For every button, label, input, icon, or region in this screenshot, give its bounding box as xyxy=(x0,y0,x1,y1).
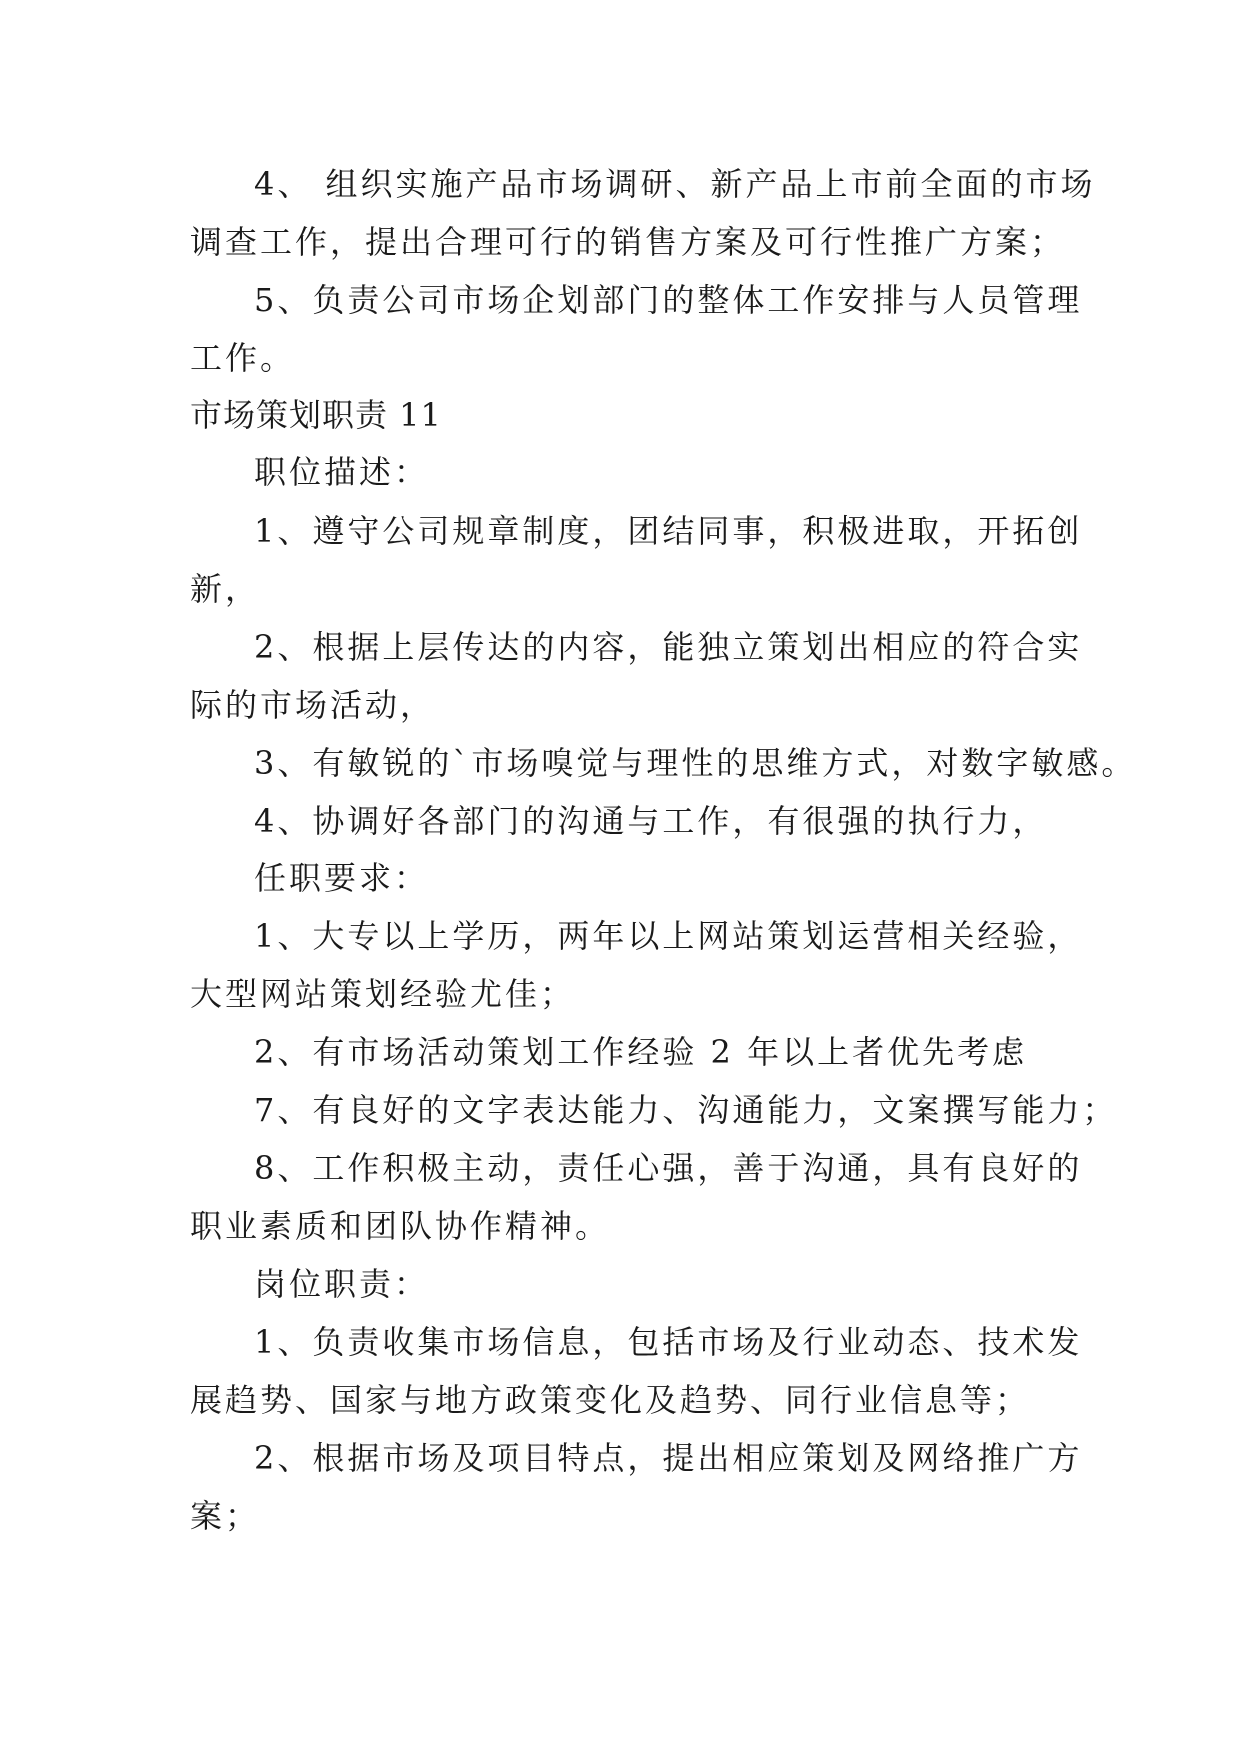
paragraph-line: 1、遵守公司规章制度，团结同事，积极进取，开拓创 xyxy=(254,512,1083,550)
paragraph-line: 新， xyxy=(190,570,261,608)
section-heading: 市场策划职责 11 xyxy=(190,396,442,434)
paragraph-line: 2、根据上层传达的内容，能独立策划出相应的符合实 xyxy=(254,628,1083,666)
paragraph-line: 4、协调好各部门的沟通与工作，有很强的执行力， xyxy=(254,802,1048,840)
paragraph-line: 7、有良好的文字表达能力、沟通能力，文案撰写能力； xyxy=(254,1091,1118,1129)
paragraph-line: 职业素质和团队协作精神。 xyxy=(190,1207,611,1245)
paragraph-line: 案； xyxy=(190,1497,261,1535)
paragraph-line: 1、大专以上学历，两年以上网站策划运营相关经验， xyxy=(254,917,1083,955)
subheading: 任职要求： xyxy=(254,859,430,897)
paragraph-line: 大型网站策划经验尤佳； xyxy=(190,975,576,1013)
paragraph-line: 5、负责公司市场企划部门的整体工作安排与人员管理 xyxy=(254,281,1083,319)
paragraph-line: 8、工作积极主动，责任心强，善于沟通，具有良好的 xyxy=(254,1149,1083,1187)
paragraph-line: 际的市场活动， xyxy=(190,686,436,724)
paragraph-line: 展趋势、国家与地方政策变化及趋势、同行业信息等； xyxy=(190,1381,1031,1419)
paragraph-line: 3、有敏锐的`市场嗅觉与理性的思维方式，对数字敏感。 xyxy=(254,744,1137,782)
paragraph-line: 2、根据市场及项目特点，提出相应策划及网络推广方 xyxy=(254,1439,1083,1477)
paragraph-line: 1、负责收集市场信息，包括市场及行业动态、技术发 xyxy=(254,1323,1083,1361)
paragraph-line: 工作。 xyxy=(190,339,296,377)
paragraph-line: 4、 组织实施产品市场调研、新产品上市前全面的市场 xyxy=(254,165,1096,203)
subheading: 职位描述： xyxy=(254,453,430,491)
subheading: 岗位职责： xyxy=(254,1265,430,1303)
paragraph-line: 调查工作，提出合理可行的销售方案及可行性推广方案； xyxy=(190,223,1066,261)
paragraph-line: 2、有市场活动策划工作经验 2 年以上者优先考虑 xyxy=(254,1033,1028,1071)
